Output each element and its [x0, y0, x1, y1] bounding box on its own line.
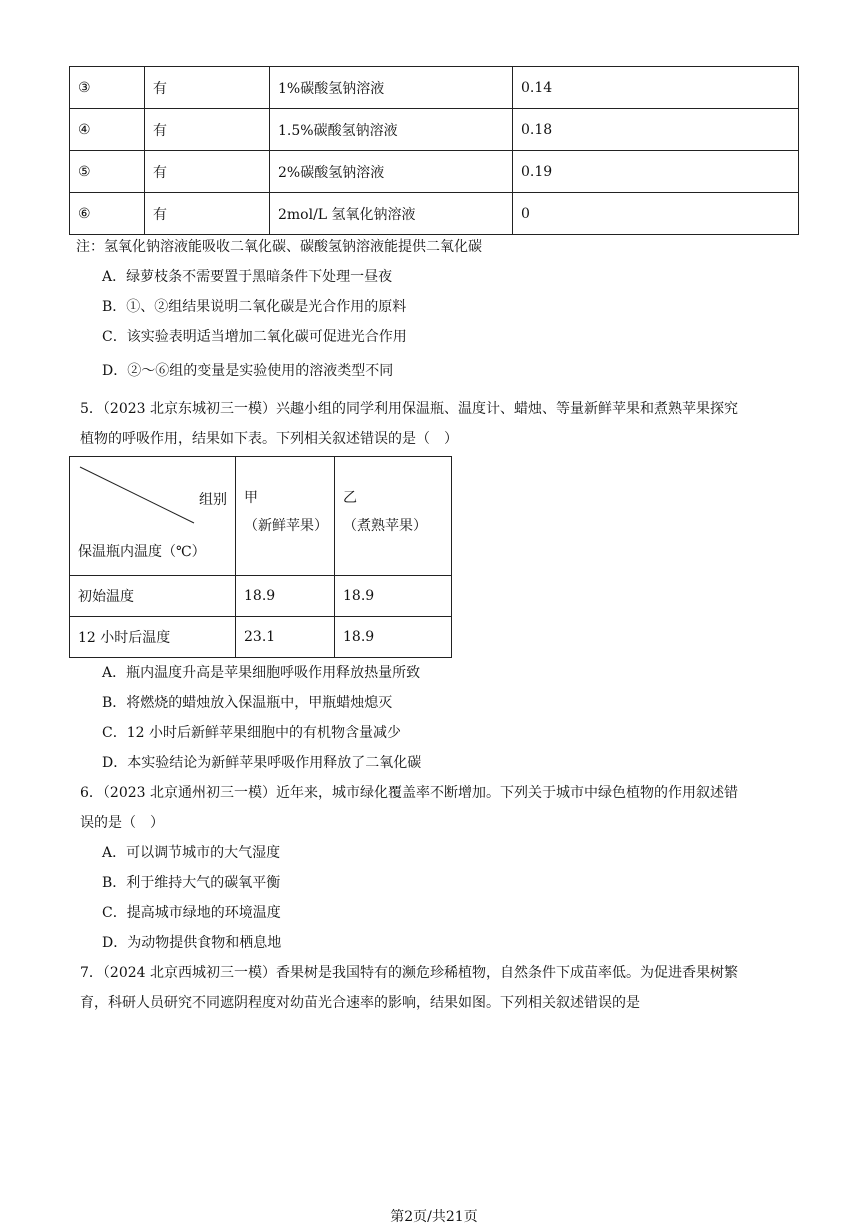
table-cell: 有 — [145, 67, 270, 109]
q5-option-d: D．本实验结论为新鲜苹果呼吸作用释放了二氧化碳 — [102, 755, 422, 771]
q5-option-b: B．将燃烧的蜡烛放入保温瓶中，甲瓶蜡烛熄灭 — [102, 695, 393, 711]
table-cell: 18.9 — [335, 617, 452, 658]
q6-option-d: D．为动物提供食物和栖息地 — [102, 935, 282, 951]
q4-option-a: A．绿萝枝条不需要置于黑暗条件下处理一昼夜 — [102, 269, 393, 285]
table-cell: 初始温度 — [70, 576, 236, 617]
table-cell: 2mol/L 氢氧化钠溶液 — [270, 193, 513, 235]
header-col-b-title: 乙 — [343, 490, 357, 506]
diagonal-header-cell — [70, 457, 236, 576]
table-cell: 1.5%碳酸氢钠溶液 — [270, 109, 513, 151]
experiment-table-1 — [69, 66, 799, 235]
q6-option-c: C．提高城市绿地的环境温度 — [102, 905, 281, 921]
table-cell: 2%碳酸氢钠溶液 — [270, 151, 513, 193]
table-cell: 18.9 — [335, 576, 452, 617]
q7-stem-line1: 7．（2024 北京西城初三一模）香果树是我国特有的濒危珍稀植物，自然条件下成苗率低。为促进香果树繁 — [80, 965, 738, 981]
table-cell: 0 — [513, 193, 799, 235]
table-row — [70, 617, 452, 658]
header-col-b-sub: （煮熟苹果） — [343, 518, 427, 534]
table-cell: 1%碳酸氢钠溶液 — [270, 67, 513, 109]
q5-stem-line1: 5．（2023 北京东城初三一模）兴趣小组的同学利用保温瓶、温度计、蜡烛、等量新鲜苹果和煮熟苹果探究 — [80, 401, 738, 417]
table-cell: ⑤ — [70, 151, 145, 193]
table-cell: ⑥ — [70, 193, 145, 235]
table-cell: 23.1 — [236, 617, 335, 658]
header-col-b — [335, 457, 452, 576]
q4-option-b: B．①、②组结果说明二氧化碳是光合作用的原料 — [102, 299, 407, 315]
table-row — [70, 193, 799, 235]
q6-stem-line2: 误的是（ ） — [80, 815, 164, 831]
header-col-a — [236, 457, 335, 576]
table-header-row — [70, 457, 452, 576]
table-note: 注：氢氧化钠溶液能吸收二氧化碳、碳酸氢钠溶液能提供二氧化碳 — [76, 239, 482, 255]
table-cell: 有 — [145, 109, 270, 151]
table-row — [70, 151, 799, 193]
header-temp-label: 保温瓶内温度（℃） — [78, 544, 206, 560]
q5-stem-line2: 植物的呼吸作用，结果如下表。下列相关叙述错误的是（ ） — [80, 431, 458, 447]
table-cell: 0.18 — [513, 109, 799, 151]
q7-stem-line2: 育，科研人员研究不同遮阴程度对幼苗光合速率的影响，结果如图。下列相关叙述错误的是 — [80, 995, 640, 1011]
table-cell: ④ — [70, 109, 145, 151]
q5-option-a: A．瓶内温度升高是苹果细胞呼吸作用释放热量所致 — [102, 665, 421, 681]
header-col-a-title: 甲 — [244, 490, 258, 506]
table-cell: 有 — [145, 193, 270, 235]
q4-option-d: D．②～⑥组的变量是实验使用的溶液类型不同 — [102, 363, 394, 379]
q6-option-b: B．利于维持大气的碳氧平衡 — [102, 875, 281, 891]
table-cell: 0.19 — [513, 151, 799, 193]
table-cell: 有 — [145, 151, 270, 193]
q4-option-c: C．该实验表明适当增加二氧化碳可促进光合作用 — [102, 329, 407, 345]
q6-option-a: A．可以调节城市的大气湿度 — [102, 845, 281, 861]
table-row — [70, 67, 799, 109]
header-col-a-sub: （新鲜苹果） — [244, 518, 328, 534]
respiration-table — [69, 456, 452, 658]
q5-option-c: C．12 小时后新鲜苹果细胞中的有机物含量减少 — [102, 725, 401, 741]
table-cell: 18.9 — [236, 576, 335, 617]
page-footer: 第2页/共21页 — [390, 1209, 478, 1225]
q6-stem-line1: 6．（2023 北京通州初三一模）近年来，城市绿化覆盖率不断增加。下列关于城市中绿色植物的作用叙述错 — [80, 785, 738, 801]
table-row — [70, 576, 452, 617]
table-cell: 12 小时后温度 — [70, 617, 236, 658]
table-cell: 0.14 — [513, 67, 799, 109]
table-cell: ③ — [70, 67, 145, 109]
table-row — [70, 109, 799, 151]
header-group-label: 组别 — [199, 492, 227, 508]
